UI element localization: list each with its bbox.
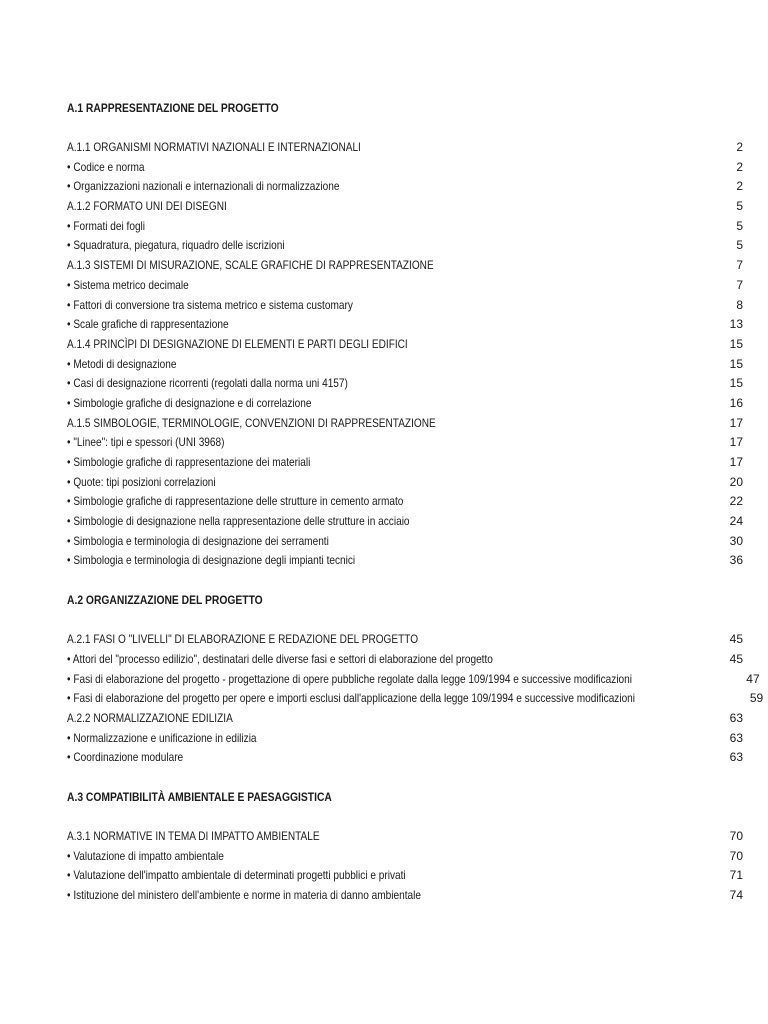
toc-entry [67,236,743,256]
toc-entry [67,886,743,906]
entry-page: 30 [729,533,743,548]
entry-page: 17 [729,455,743,469]
entry-page: 63 [729,750,743,765]
entry-page: 45 [729,651,743,666]
toc-entry-heading [67,827,743,847]
toc-entry [67,217,743,237]
toc-entry [67,394,743,414]
entry-page: 2 [736,140,743,154]
entry-page: 71 [729,868,743,883]
toc-section [67,98,743,571]
entry-page: 5 [736,238,743,253]
entry-text: • Simbologie grafiche di rappresentazione delle strutture in cemento armato [67,494,404,509]
entry-page: 16 [729,395,743,410]
entry-text: • Attori del "processo edilizio", destinatari delle diverse fasi e settori di elaborazione del progetto [67,651,493,666]
entry-page: 20 [729,474,743,489]
toc-entry [67,453,743,473]
entry-text: • Simbologie grafiche di rappresentazione dei materiali [67,455,311,469]
toc-entries [67,827,743,906]
toc-entry-heading [67,709,743,729]
toc-entry [67,355,743,375]
toc-entry-heading [67,197,743,217]
section-title: A.1 RAPPRESENTAZIONE DEL PROGETTO [67,101,279,115]
toc-entry-heading [67,256,743,276]
toc-entry [67,276,743,296]
entry-text: • Codice e norma [67,159,145,174]
entry-page: 17 [729,435,743,450]
entry-text: • Simbologia e terminologia di designazione degli impianti tecnici [67,553,356,568]
entry-text: • Normalizzazione e unificazione in edilizia [67,730,257,745]
entry-page: 74 [729,888,743,902]
toc-entry [67,177,743,197]
toc-entry [67,847,743,867]
entry-page: 17 [729,415,743,430]
toc-entry [67,689,764,709]
entry-page: 59 [749,691,764,706]
entry-page: 8 [736,297,743,312]
entry-text: • Simbologie di designazione nella rappresentazione delle strutture in acciaio [67,514,410,529]
entry-text: • Sistema metrico decimale [67,277,189,292]
entry-text: • Quote: tipi posizioni correlazioni [67,474,216,489]
entry-text: A.1.1 ORGANISMI NORMATIVI NAZIONALI E INTERNAZIONALI [67,140,361,154]
toc-section [67,787,743,906]
toc-entry [67,473,743,493]
toc-entry [67,492,743,512]
entry-page: 45 [729,632,743,647]
entry-page: 7 [736,277,743,292]
entry-text: • Istituzione del ministero dell'ambiente e norme in materia di danno ambientale [67,888,421,902]
entry-page: 2 [736,159,743,174]
entry-text: • Fasi di elaborazione del progetto per opere e importi esclusi dall'applicazione della legge 109/1994 e successive modificazioni [67,691,636,706]
entry-text: A.2.2 NORMALIZZAZIONE EDILIZIA [67,710,233,725]
entry-page: 47 [746,671,760,686]
entry-page: 63 [729,710,743,725]
entry-text: • Metodi di designazione [67,356,177,371]
entry-page: 2 [736,179,743,194]
entry-text: • Formati dei fogli [67,218,146,233]
entry-text: • Simbologia e terminologia di designazione dei serramenti [67,533,329,548]
toc-entry [67,866,743,886]
toc-entry [67,729,743,749]
toc-entry [67,512,743,532]
entry-text: A.1.2 FORMATO UNI DEI DISEGNI [67,199,227,214]
entry-text: A.2.1 FASI O "LIVELLI" DI ELABORAZIONE E REDAZIONE DEL PROGETTO [67,632,419,647]
toc-entry [67,670,760,690]
toc-entry [67,296,743,316]
entry-text: • Scale grafiche di rappresentazione [67,317,229,332]
entry-text: A.1.4 PRINCÌPI DI DESIGNAZIONE DI ELEMENTI E PARTI DEGLI EDIFICI [67,336,408,351]
toc-entry-heading [67,335,743,355]
entry-text: • Casi di designazione ricorrenti (regolati dalla norma uni 4157) [67,376,348,391]
toc-entry [67,374,743,394]
entry-page: 22 [729,494,743,509]
entry-page: 70 [729,848,743,863]
entry-page: 15 [729,376,743,391]
entry-text: • Valutazione dell'impatto ambientale di determinati progetti pubblici e privati [67,868,406,883]
entry-text: • Fasi di elaborazione del progetto - progettazione di opere pubbliche regolate dalla legge 109/1994 e successive modificazioni [67,671,633,686]
entry-page: 24 [729,514,743,529]
entry-text: • Coordinazione modulare [67,750,184,765]
toc-entries [67,138,743,571]
entry-text: A.1.5 SIMBOLOGIE, TERMINOLOGIE, CONVENZIONI DI RAPPRESENTAZIONE [67,415,436,430]
entry-page: 15 [729,336,743,351]
entry-text: • "Linee": tipi e spessori (UNI 3968) [67,435,225,450]
entry-page: 7 [736,258,743,273]
toc-entry [67,650,743,670]
toc-entry [67,315,743,335]
toc-entry [67,532,743,552]
toc-entry-heading [67,414,743,434]
entry-text: • Simbologie grafiche di designazione e di correlazione [67,395,312,410]
entry-page: 36 [729,553,743,568]
entry-text: A.1.3 SISTEMI DI MISURAZIONE, SCALE GRAFICHE DI RAPPRESENTAZIONE [67,258,434,273]
section-title: A.2 ORGANIZZAZIONE DEL PROGETTO [67,593,263,608]
entry-page: 13 [729,317,743,332]
entry-text: • Valutazione di impatto ambientale [67,848,224,863]
entry-page: 15 [729,356,743,371]
entry-text: • Squadratura, piegatura, riquadro delle iscrizioni [67,238,285,253]
section-title: A.3 COMPATIBILITÀ AMBIENTALE E PAESAGGISTICA [67,789,332,804]
toc-entry-heading [67,630,743,650]
entry-page: 63 [729,730,743,745]
table-of-contents [67,98,764,906]
toc-section [67,590,764,768]
toc-entries [67,630,764,768]
toc-entry-heading [67,138,743,158]
entry-text: A.3.1 NORMATIVE IN TEMA DI IMPATTO AMBIENTALE [67,828,320,843]
entry-page: 5 [736,218,743,233]
toc-entry [67,158,743,178]
toc-entry [67,433,743,453]
entry-page: 5 [736,199,743,214]
entry-text: • Fattori di conversione tra sistema metrico e sistema customary [67,297,353,312]
toc-entry [67,748,743,768]
toc-entry [67,551,743,571]
entry-page: 70 [729,828,743,843]
entry-text: • Organizzazioni nazionali e internazionali di normalizzazione [67,179,340,194]
